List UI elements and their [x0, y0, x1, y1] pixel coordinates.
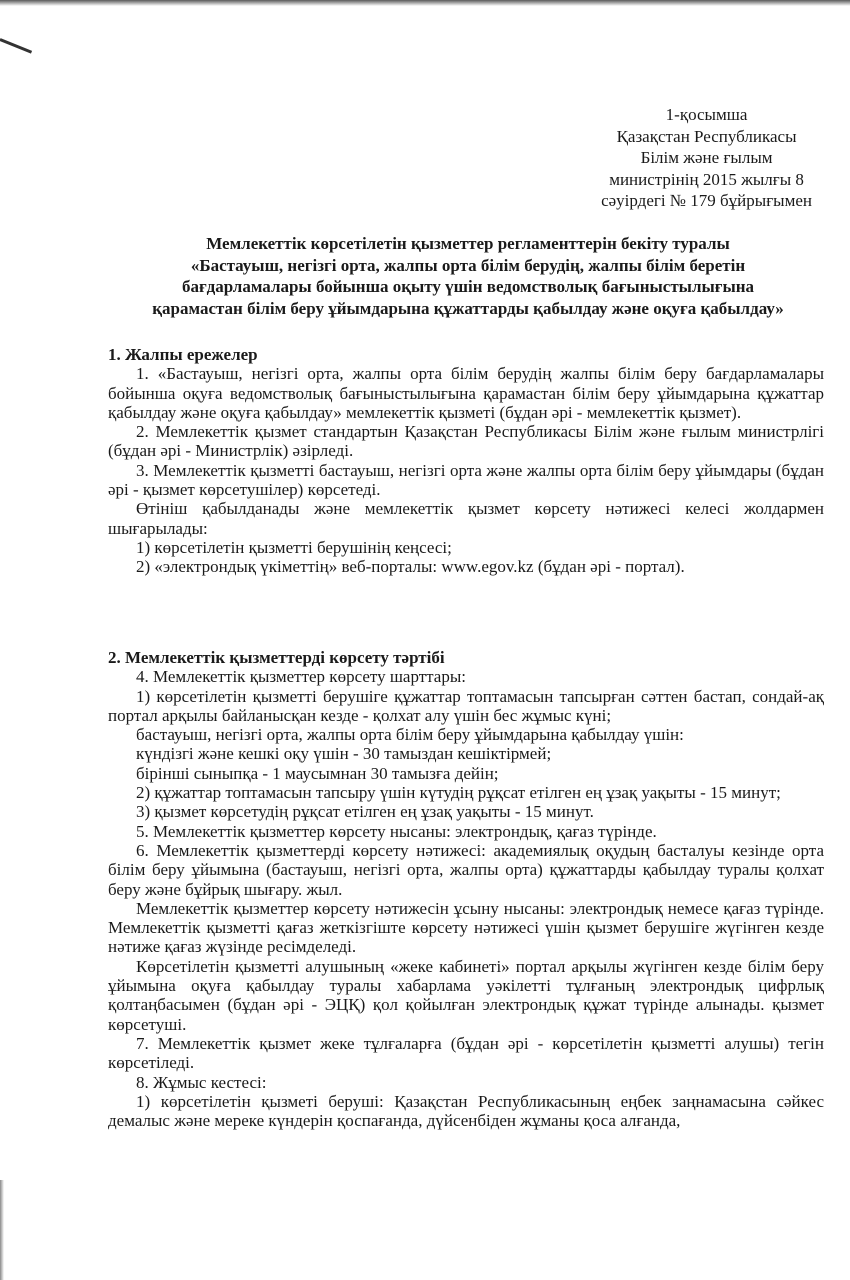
paragraph: 4. Мемлекеттік қызметтер көрсету шарттары: — [136, 667, 466, 687]
annex-line: министрінің 2015 жылғы 8 — [609, 169, 804, 189]
list-item: 2) «электрондық үкіметтің» веб-порталы: www.egov.kz (бұдан әрі - портал). — [136, 557, 685, 577]
paragraph: 2. Мемлекеттік қызмет стандартын Қазақстан Республикасы Білім және ғылым министрлігі (бұдан әрі - Министрлік) әзірледі. — [108, 422, 824, 461]
annex-header — [601, 104, 812, 212]
annex-line: 1-қосымша — [665, 105, 748, 124]
paragraph: 6. Мемлекеттік қызметтерді көрсету нәтижесі: академиялық оқудың басталуы кезінде орта білім беру ұйымына (бастауыш, негізгі орта, жалпы орта) құжаттарды қабылдау туралы қолхат беру және бұйрық шығару. жыл. — [108, 840, 824, 899]
title-line: қарамастан білім беру ұйымдарына құжаттарды қабылдау және оқуға қабылдау» — [152, 298, 784, 318]
section-general-provisions — [108, 345, 824, 577]
paragraph: 3) қызмет көрсетудің рұқсат етілген ең ұзақ уақыты - 15 минут. — [136, 802, 594, 822]
paragraph: 1) көрсетілетін қызметі беруші: Қазақстан Республикасының еңбек заңнамасына сәйкес демалыс және мереке күндерін қоспағанда, дүйсенбіден жұманы қоса алғанда, — [108, 1091, 824, 1131]
paragraph: Өтініш қабылданады және мемлекеттік қызмет көрсету нәтижесі келесі жолдармен шығарылады: — [108, 499, 824, 538]
annex-line: Қазақстан Республикасы — [616, 126, 797, 146]
annex-line: Білім және ғылым — [640, 148, 773, 167]
section-heading: 2. Мемлекеттік қызметтерді көрсету тәртібі — [108, 648, 445, 667]
list-item: 1) көрсетілетін қызметті берушінің кеңсесі; — [136, 537, 452, 557]
list-item: бастауыш, негізгі орта, жалпы орта білім беру ұйымдарына қабылдау үшін: — [136, 725, 684, 745]
paragraph: 7. Мемлекеттік қызмет жеке тұлғаларға (бұдан әрі - көрсетілетін қызметті алушы) тегін көрсетіледі. — [108, 1033, 824, 1073]
title-line: Мемлекеттік көрсетілетін қызметтер регламенттерін бекіту туралы — [206, 234, 730, 253]
section-heading: 1. Жалпы ережелер — [108, 345, 258, 364]
page-edge-shadow-left — [0, 1180, 4, 1280]
paragraph: 1) көрсетілетін қызметті берушіге құжаттар топтамасын тапсырған сәттен бастап, сондай-ақ портал арқылы байланысқан кезде - қолхат алу үшін бес жұмыс күні; — [108, 686, 824, 725]
paragraph: 5. Мемлекеттік қызметтер көрсету нысаны: электрондық, қағаз түрінде. — [136, 821, 657, 841]
document-title — [108, 233, 828, 319]
paragraph: Көрсетілетін қызметті алушының «жеке кабинеті» портал арқылы жүгінген кезде білім беру ұйымына оқуға қабылдау туралы хабарлама уәкілетті тұлғаның электрондық цифрлық қолтаңбасымен (бұдан әрі - ЭЦҚ) қол қойылған электрондық құжат түрінде алынады. қызмет көрсетуші. — [108, 956, 824, 1034]
paragraph: 3. Мемлекеттік қызметті бастауыш, негізгі орта және жалпы орта білім беру ұйымдары (бұдан әрі - қызмет көрсетушілер) көрсетеді. — [108, 460, 824, 500]
title-line: бағдарламалары бойынша оқыту үшін ведомстволық бағыныстылығына — [181, 277, 755, 296]
list-item: бірінші сыныпқа - 1 маусымнан 30 тамызға дейін; — [136, 763, 499, 783]
list-item: күндізгі және кешкі оқу үшін - 30 тамыздан кешіктірмей; — [136, 744, 552, 764]
section-service-procedure — [108, 648, 824, 1130]
title-line: «Бастауыш, негізгі орта, жалпы орта білім берудің, жалпы білім беретін — [190, 255, 746, 275]
paragraph: 8. Жұмыс кестесі: — [136, 1072, 267, 1092]
paragraph: Мемлекеттік қызметтер көрсету нәтижесін ұсыну нысаны: электрондық немесе қағаз түрінде. Мемлекеттік қызметті қағаз жеткізгіште көрсету нәтижесі үшін қызмет берушіге жүгінген кезде нәтиже қағаз жүзінде ресімделеді. — [108, 898, 824, 957]
paragraph: 1. «Бастауыш, негізгі орта, жалпы орта білім берудің жалпы білім беру бағдарламалары бойынша оқуға ведомстволық бағыныстылығына қарамастан білім беру ұйымдарына құжаттар қабылдау және оқуға қабылдау» мемлекеттік қызметі (бұдан әрі - мемлекеттік қызмет). — [108, 364, 824, 422]
page-edge-shadow — [0, 0, 850, 6]
annex-line: сәуірдегі № 179 бұйрығымен — [601, 191, 812, 210]
scan-mark — [0, 38, 32, 54]
paragraph: 2) құжаттар топтамасын тапсыру үшін күтудің рұқсат етілген ең ұзақ уақыты - 15 минут; — [136, 783, 781, 803]
